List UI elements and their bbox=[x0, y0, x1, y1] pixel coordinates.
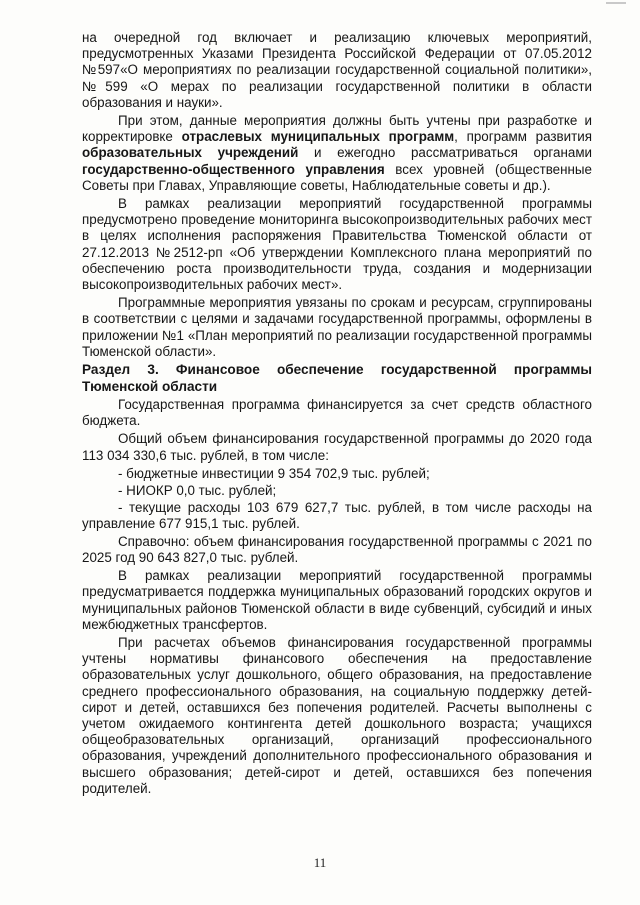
paragraph bbox=[82, 483, 592, 499]
text-run: Программные мероприятия увязаны по срокам и ресурсам, сгруппированы в соответствии с целями и задачами государственной программы, оформлены в приложении №1 «План мероприятий по реализации государственной программы Тюменской области». bbox=[82, 295, 592, 359]
text-run: и ежегодно рассматриваться органами bbox=[298, 145, 592, 161]
text-run: - бюджетные инвестиции 9 354 702,9 тыс. рублей; bbox=[118, 465, 430, 481]
paragraph bbox=[82, 500, 592, 532]
paragraph bbox=[82, 295, 592, 360]
bold-text: отраслевых муниципальных программ bbox=[181, 129, 455, 145]
paragraph bbox=[82, 431, 592, 463]
paragraph bbox=[82, 534, 592, 566]
text-run: Государственная программа финансируется за счет средств областного бюджета. bbox=[82, 397, 592, 429]
text-run: В рамках реализации мероприятий государственной программы предусмотрено проведение мониторинга высокопроизводительных рабочих мест в целях исполнения распоряжения Правительства Тюменской области от 27.12.2013 №2512-рп «Об утверждении Комплексного плана мероприятий по обеспечению роста производительности труда, создания и модернизации высокопроизводительных рабочих мест». bbox=[82, 196, 592, 293]
text-run: В рамках реализации мероприятий государственной программы предусматривается поддержка муниципальных образований городских округов и муниципальных районов Тюменской области в виде субвенций, субсидий и иных межбюджетных трансфертов. bbox=[82, 568, 592, 632]
paragraph bbox=[82, 397, 592, 429]
text-run: Общий объем финансирования государственной программы до 2020 года 113 034 330,6 тыс. рублей, в том числе: bbox=[82, 431, 592, 463]
document-body bbox=[82, 30, 592, 799]
paragraph bbox=[82, 196, 592, 293]
bold-text: государственно-общественного управления bbox=[82, 161, 385, 177]
paragraph bbox=[82, 113, 592, 194]
text-run: При расчетах объемов финансирования государственной программы учтены нормативы финансового обеспечения на предоставление образовательных услуг дошкольного, общего образования, на предоставление среднего профессионального образования, на социальную поддержку детей-сирот и детей, оставшихся без попечения родителей. Расчеты выполнены с учетом ожидаемого контингента детей дошкольного возраста; учащихся общеобразовательных организаций, организаций профессионального образования, учреждений дополнительного профессионального образования и высшего образования; детей-сирот и детей, оставшихся без попечения родителей. bbox=[82, 634, 592, 796]
paragraph bbox=[82, 568, 592, 633]
bold-text: образовательных учреждений bbox=[82, 145, 299, 161]
scan-corner-mark bbox=[606, 2, 626, 4]
text-run: , программ развития bbox=[454, 129, 593, 145]
paragraph bbox=[82, 30, 592, 111]
text-run: При этом, данные мероприятия должны быть учтены при разработке и корректировке bbox=[82, 113, 592, 145]
text-run: - текущие расходы 103 679 627,7 тыс. рублей, в том числе расходы на управление 677 915,1 тыс. рублей. bbox=[82, 500, 592, 532]
paragraph bbox=[82, 635, 592, 797]
text-run: всех уровней (общественные Советы при Главах, Управляющие советы, Наблюдательные советы и др.). bbox=[82, 161, 592, 193]
paragraph bbox=[82, 466, 592, 482]
text-run: - НИОКР 0,0 тыс. рублей; bbox=[118, 483, 277, 499]
top-paragraphs bbox=[82, 30, 592, 360]
text-run: на очередной год включает и реализацию ключевых мероприятий, предусмотренных Указами Президента Российской Федерации от 07.05.2012 №597«О мероприятиях по реализации государственной социальной политики», №599 «О мерах по реализации государственной политики в области образования и науки». bbox=[82, 30, 592, 110]
section-title: Раздел 3. Финансовое обеспечение государственной программы Тюменской области bbox=[82, 362, 592, 394]
page-number: 11 bbox=[313, 855, 327, 870]
financing-paragraphs bbox=[82, 397, 592, 797]
text-run: Справочно: объем финансирования государственной программы с 2021 по 2025 год 90 643 827,0 тыс. рублей. bbox=[82, 533, 592, 565]
